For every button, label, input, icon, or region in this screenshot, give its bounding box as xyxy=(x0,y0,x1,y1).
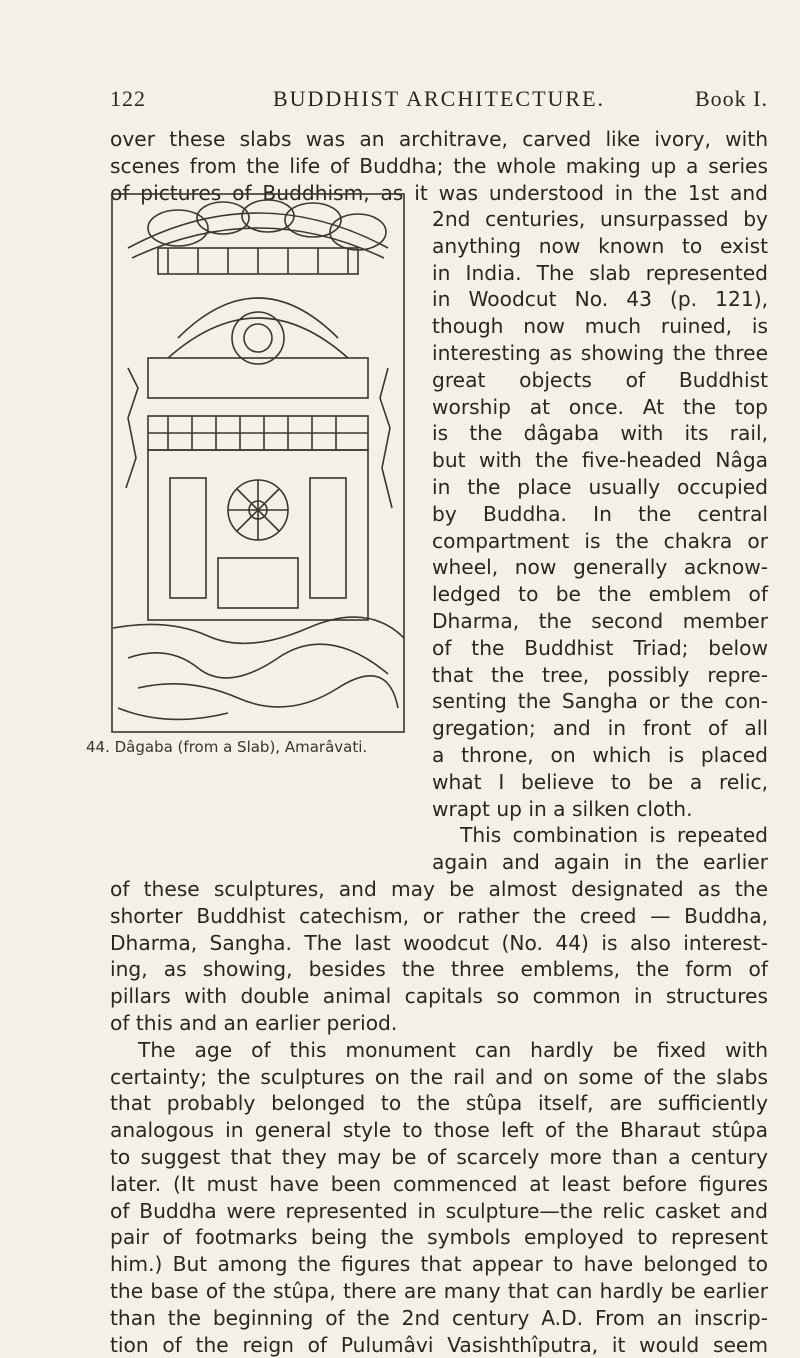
text-line: of pictures of Buddhism, as it was understood in the 1st and xyxy=(110,180,768,205)
figure-caption: 44. Dâgaba (from a Slab), Amarâvati. xyxy=(86,738,368,756)
text-line: shorter Buddhist catechism, or rather the creed — Buddha, xyxy=(110,903,768,928)
text-line: gregation; and in front of all xyxy=(432,716,768,741)
text-line: Dharma, Sangha. The last woodcut (No. 44) is also interest- xyxy=(110,930,768,955)
text-line: certainty; the sculptures on the rail and on some of the slabs xyxy=(110,1064,768,1089)
text-line: of Buddha were represented in sculpture—the relic casket and xyxy=(110,1198,768,1223)
dagaba-illustration xyxy=(108,188,408,736)
right-column-paragraph xyxy=(432,206,768,876)
text-line: compartment is the chakra or xyxy=(432,528,768,553)
left-pillar xyxy=(170,478,206,598)
running-header xyxy=(110,86,768,118)
text-line: him.) But among the figures that appear to have belonged to xyxy=(110,1252,768,1277)
page-number: 122 xyxy=(110,86,146,111)
text-line: the base of the stûpa, there are many that can hardly be earlier xyxy=(110,1278,768,1303)
throne xyxy=(218,558,298,608)
text-line: senting the Sangha or the con- xyxy=(432,689,768,714)
text-line: of these sculptures, and may be almost designated as the xyxy=(110,877,768,901)
text-line: that probably belonged to the stûpa itself, are sufficiently xyxy=(110,1091,768,1116)
text-line: of the Buddhist Triad; below xyxy=(432,635,768,660)
text-line: wheel, now generally acknow- xyxy=(432,555,768,580)
text-line: of this and an earlier period. xyxy=(110,1010,398,1035)
text-line: The age of this monument can hardly be fixed with xyxy=(138,1037,768,1062)
text-line: great objects of Buddhist xyxy=(432,367,768,392)
text-line: ing, as showing, besides the three emblems, the form of xyxy=(110,957,768,982)
running-title: BUDDHIST ARCHITECTURE. xyxy=(272,86,606,111)
text-line: This combination is repeated xyxy=(460,823,768,848)
text-line: again and again in the earlier xyxy=(432,850,768,875)
text-line: Dharma, the second member xyxy=(432,608,768,633)
text-line: a throne, on which is placed xyxy=(432,742,768,767)
text-line: to suggest that they may be of scarcely more than a century xyxy=(110,1144,768,1169)
text-line: in India. The slab represented xyxy=(432,260,768,285)
text-line: 2nd centuries, unsurpassed by xyxy=(432,207,768,231)
text-line: worship at once. At the top xyxy=(432,394,768,419)
text-line: scenes from the life of Buddha; the whole making up a series xyxy=(110,153,768,178)
dagaba-woodcut xyxy=(108,188,408,736)
text-line: wrapt up in a silken cloth. xyxy=(432,796,693,821)
text-line: pillars with double animal capitals so common in structures xyxy=(110,984,768,1009)
text-line: in Woodcut No. 43 (p. 121), xyxy=(432,287,768,312)
text-line: by Buddha. In the central xyxy=(432,501,768,526)
central-medallion xyxy=(232,312,284,364)
text-line: anything now known to exist xyxy=(432,233,768,258)
bottom-paragraph xyxy=(110,876,768,1358)
text-line: over these slabs was an architrave, carved like ivory, with xyxy=(110,127,768,151)
text-line: is the dâgaba with its rail, xyxy=(432,421,768,446)
text-line: though now much ruined, is xyxy=(432,314,768,339)
text-line: that the tree, possibly repre- xyxy=(432,662,768,687)
text-line: pair of footmarks being the symbols employed to represent xyxy=(110,1225,768,1250)
right-pillar xyxy=(310,478,346,598)
text-line: tion of the reign of Pulumâvi Vasishthîputra, it would seem xyxy=(110,1332,768,1357)
text-line: later. (It must have been commenced at least before figures xyxy=(110,1171,768,1196)
text-line: interesting as showing the three xyxy=(432,340,768,365)
text-line: in the place usually occupied xyxy=(432,474,768,499)
book-label: Book I. xyxy=(695,86,768,111)
text-line: analogous in general style to those left of the Bharaut stûpa xyxy=(110,1118,768,1143)
text-line: what I believe to be a relic, xyxy=(432,769,768,794)
text-line: than the beginning of the 2nd century A.D. From an inscrip- xyxy=(110,1305,768,1330)
text-line: ledged to be the emblem of xyxy=(432,582,768,607)
text-line: but with the five-headed Nâga xyxy=(432,448,768,473)
